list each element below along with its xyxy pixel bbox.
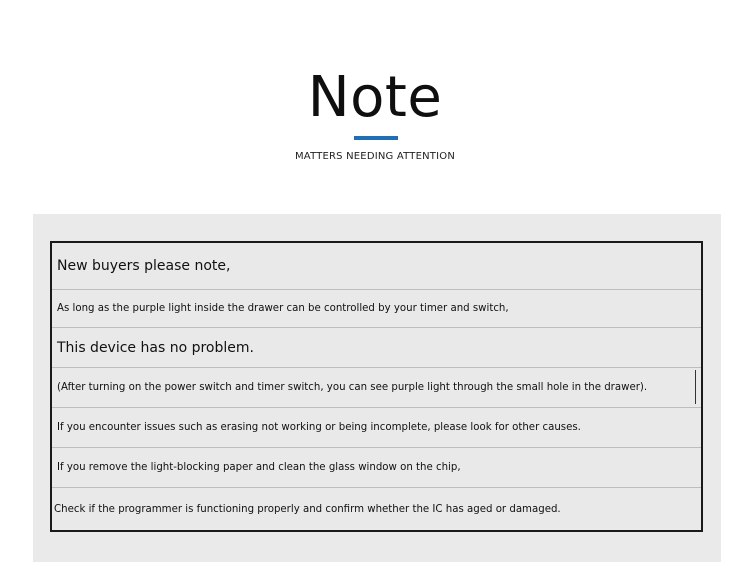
note-row-7: Check if the programmer is functioning properly and confirm whether the IC has aged or damaged. [54,503,561,515]
text-cursor-mark [695,370,696,404]
note-row-3: This device has no problem. [52,328,701,368]
page-subtitle: MATTERS NEEDING ATTENTION [294,151,455,162]
title-accent-bar [354,136,398,140]
note-row-5: If you encounter issues such as erasing not working or being incomplete, please look for other causes. [52,408,701,448]
note-row-6: If you remove the light-blocking paper and clean the glass window on the chip, [52,448,701,488]
note-row-2: As long as the purple light inside the drawer can be controlled by your timer and switch, [52,290,701,328]
note-row-4: (After turning on the power switch and timer switch, you can see purple light through the small hole in the drawer). [52,368,701,408]
page-title: Note [307,65,443,130]
notes-table [50,241,703,532]
note-row-1: New buyers please note, [52,243,701,290]
